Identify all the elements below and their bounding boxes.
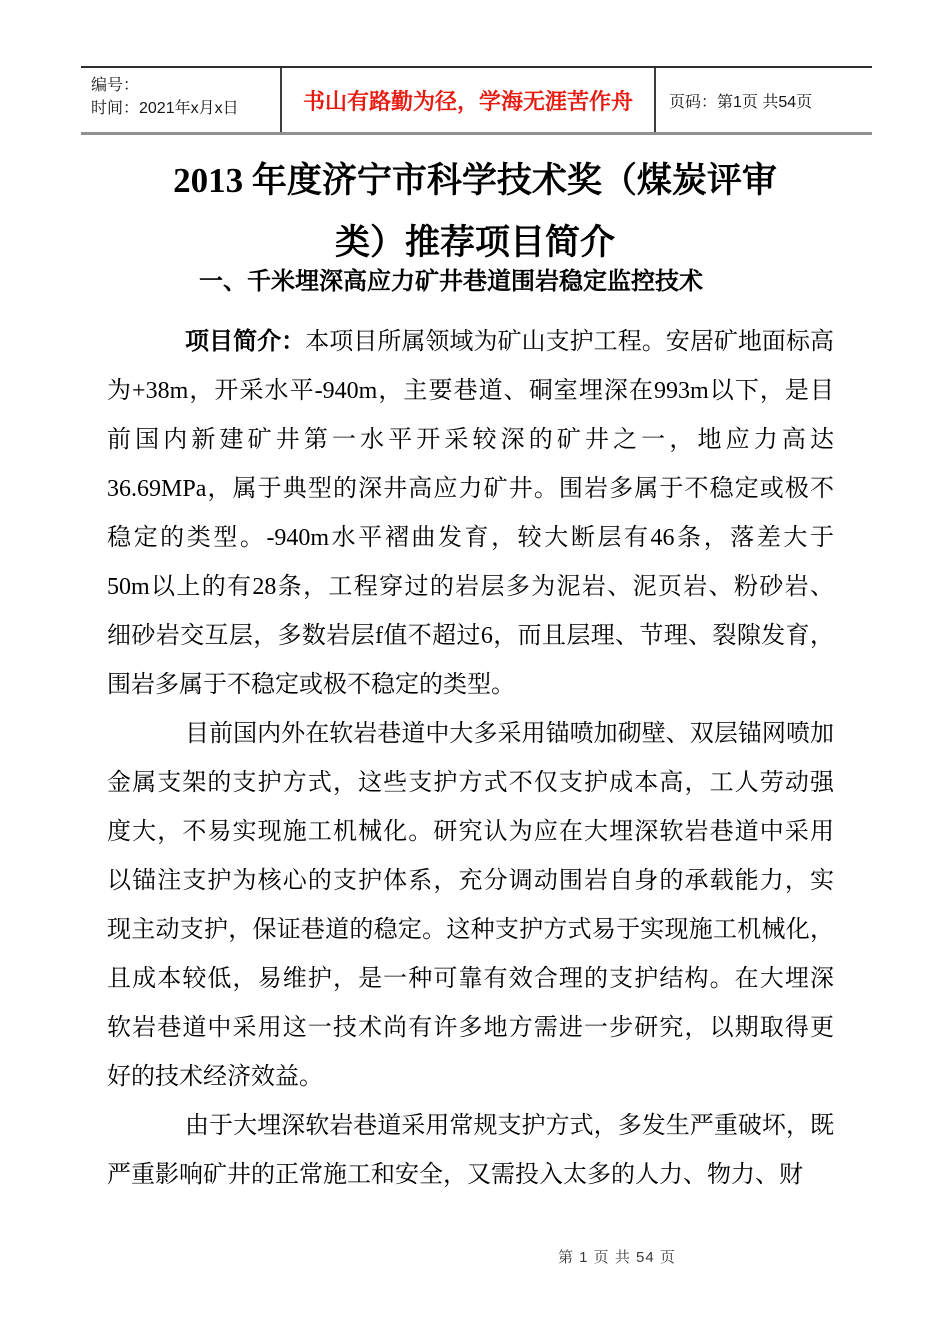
header-number-label: 编号： — [91, 77, 140, 94]
document-title — [0, 150, 950, 274]
body-line: 稳定的类型。-940m水平褶曲发育，较大断层有46条，落差大于 — [107, 525, 834, 551]
header-table — [81, 66, 872, 135]
body-paragraphs — [107, 318, 834, 1200]
body-line: 细砂岩交互层，多数岩层f值不超过6，而且层理、节理、裂隙发育， — [107, 623, 834, 649]
body-line: 目前国内外在软岩巷道中大多采用锚喷加砌壁、双层锚网喷加 — [185, 721, 834, 747]
body-line: 现主动支护，保证巷道的稳定。这种支护方式易于实现施工机械化， — [107, 917, 834, 943]
header-page-label: 页码：第1页 共54页 — [669, 93, 813, 111]
body-line: 由于大埋深软岩巷道采用常规支护方式，多发生严重破坏，既 — [185, 1113, 834, 1139]
body-line: 度大，不易实现施工机械化。研究认为应在大埋深软岩巷道中采用 — [107, 819, 834, 845]
body-line: 前国内新建矿井第一水平开采较深的矿井之一，地应力高达 — [107, 427, 834, 453]
body-line: 且成本较低，易维护，是一种可靠有效合理的支护结构。在大埋深 — [107, 966, 834, 992]
paragraph-bold-lead: 项目简介： — [185, 329, 306, 355]
body-line: 项目简介：本项目所属领域为矿山支护工程。安居矿地面标高 — [185, 329, 834, 355]
body-line: 金属支架的支护方式，这些支护方式不仅支护成本高，工人劳动强 — [107, 770, 834, 796]
header-motto-text: 书山有路勤为径，学海无涯苦作舟 — [302, 88, 633, 114]
body-line: 好的技术经济效益。 — [107, 1064, 323, 1090]
section-heading: 一、千米埋深高应力矿井巷道围岩稳定监控技术 — [199, 269, 703, 295]
body-line: 为+38m，开采水平-940m，主要巷道、硐室埋深在993m以下，是目 — [107, 378, 834, 404]
header-motto-cell — [280, 68, 654, 132]
body-line: 36.69MPa，属于典型的深井高应力矿井。围岩多属于不稳定或极不 — [107, 476, 834, 502]
body-line: 软岩巷道中采用这一技术尚有许多地方需进一步研究，以期取得更 — [107, 1015, 834, 1041]
document-title-line1: 2013 年度济宁市科学技术奖（煤炭评审 — [173, 161, 777, 200]
body-line: 严重影响矿井的正常施工和安全，又需投入太多的人力、物力、财 — [107, 1162, 803, 1188]
header-page-cell — [654, 68, 872, 132]
body-line: 以锚注支护为核心的支护体系，充分调动围岩自身的承载能力，实 — [107, 868, 834, 894]
document-title-line2: 类）推荐项目简介 — [334, 223, 615, 262]
body-line: 50m以上的有28条，工程穿过的岩层多为泥岩、泥页岩、粉砂岩、 — [107, 574, 834, 600]
header-date-label: 时间：2021年x月x日 — [91, 100, 239, 117]
header-meta-cell — [81, 68, 280, 132]
footer-page-number: 第 1 页 共 54 页 — [558, 1249, 676, 1266]
body-line: 围岩多属于不稳定或极不稳定的类型。 — [107, 672, 515, 698]
